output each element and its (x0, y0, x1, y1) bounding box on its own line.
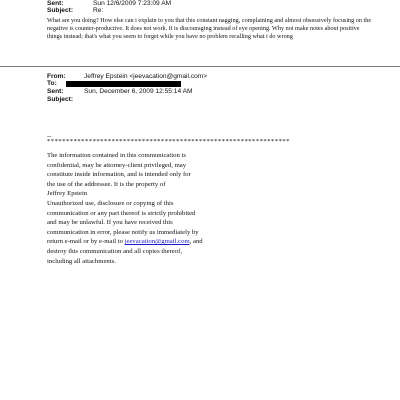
email2-sent-row (47, 88, 193, 96)
disclaimer-line: communication in error, please notify us immediately by (47, 228, 199, 236)
email2-to-row (47, 80, 57, 88)
disclaimer-line (47, 237, 267, 247)
signature-stars: **************************************************************** (47, 138, 290, 145)
to-label: To: (47, 80, 57, 87)
disclaimer-line: constitute inside information, and is intended only for (47, 171, 191, 179)
email1-subject-row (47, 7, 104, 15)
disclaimer-line: destroy this communication and all copies thereof, (47, 247, 183, 255)
email-link[interactable]: jeevacation@gmail.com (124, 238, 190, 246)
subject-label: Subject: (47, 96, 74, 103)
email1-body: What are you doing? How else can i explain to you that this constant nagging, complaining and almost obsessively focusing on the negative is counter-productive. It does not work. It is discouraging instead of eye opening. Why not make notes about positive things instead; that's what you seem to forget while you have no problem recalling what i do wrong (47, 17, 372, 40)
sent-label: Sent: (47, 0, 64, 7)
signature-dash: -- (47, 133, 52, 140)
subject-label: Subject: (47, 7, 74, 14)
disclaimer-line: communication or any part thereof is strictly prohibited (47, 209, 196, 217)
subject-value: Re: (93, 7, 104, 14)
disclaimer-line: and may be unlawful. If you have received this (47, 219, 173, 227)
disclaimer-text: return e-mail or by e-mail to (47, 238, 125, 246)
separator-line (0, 66, 400, 67)
redaction-bar (66, 81, 181, 87)
sent-label: Sent: (47, 88, 64, 95)
disclaimer-text: , and (189, 238, 203, 246)
disclaimer-line: Unauthorized use, disclosure or copying of this (47, 199, 174, 207)
email2-subject-row (47, 96, 73, 104)
disclaimer-line: Jeffrey Epstein (47, 190, 88, 198)
from-label: From: (47, 73, 66, 80)
disclaimer (47, 151, 267, 266)
sent-value: Sun, December 6, 2009 12:55:14 AM (84, 88, 193, 95)
disclaimer-line: confidential, may be attorney-client privileged, may (47, 161, 187, 169)
disclaimer-line: the use of the addressee. It is the property of (47, 180, 166, 188)
sent-value: Sun 12/6/2009 7:23:09 AM (93, 0, 172, 7)
from-value: Jeffrey Epstein <jeevacation@gmail.com> (84, 73, 208, 80)
disclaimer-line: including all attachments. (47, 257, 116, 265)
disclaimer-line: The information contained in this communication is (47, 152, 186, 159)
